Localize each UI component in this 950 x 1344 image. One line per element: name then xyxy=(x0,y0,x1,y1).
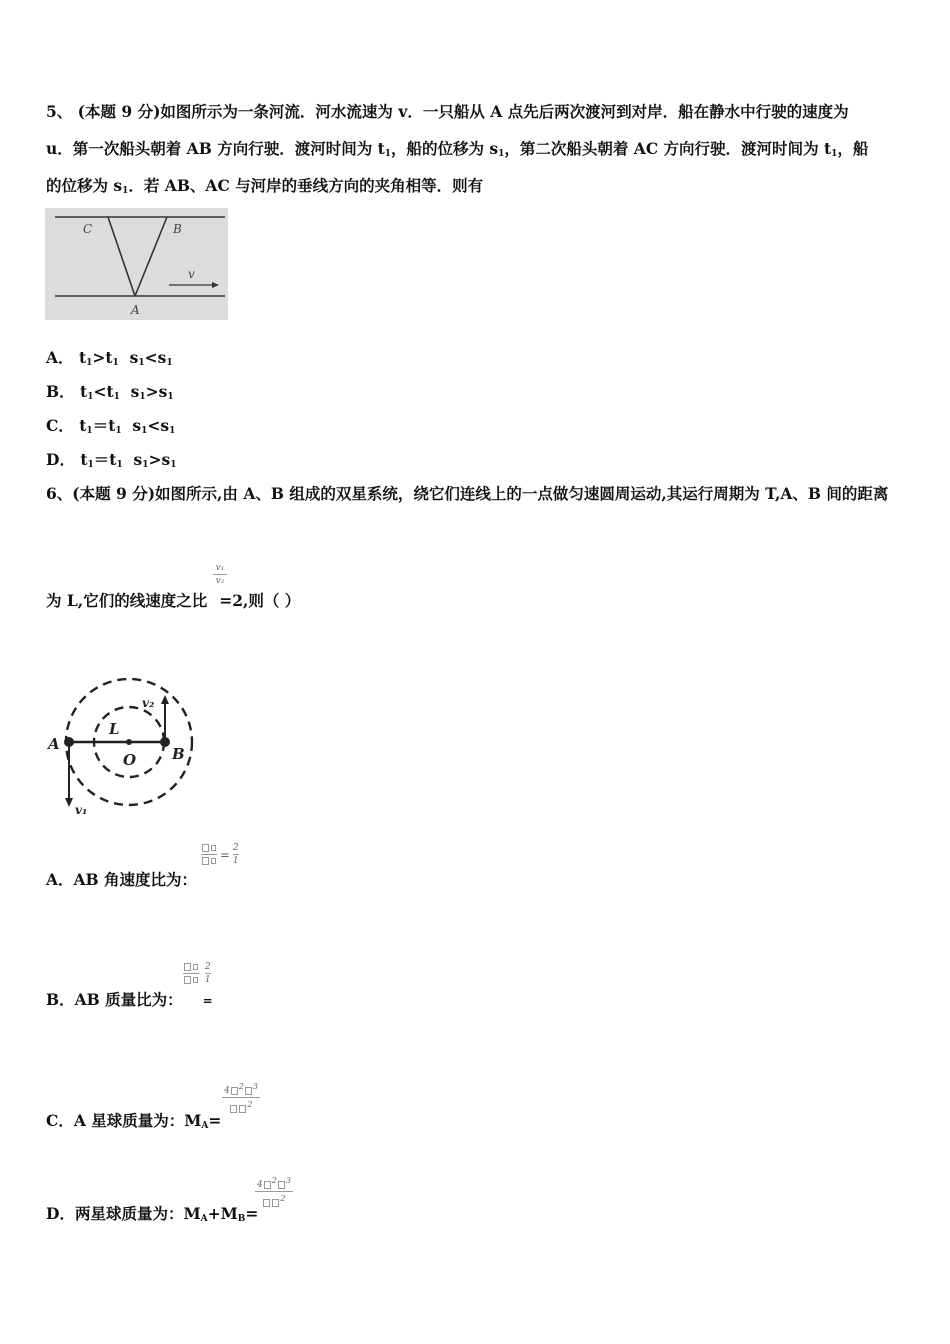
q6-line1: 6、(本题 9 分)如图所示,由 A、B 组成的双星系统，绕它们连线上的一点做匀速圆周运动,其运行周期为 T,A、B 间的距离 xyxy=(46,484,889,503)
q6-option-d: D．两星球质量为：$M_A+M_B=$ xyxy=(46,1204,259,1224)
q6-option-a: A．AB 角速度比为： xyxy=(46,870,198,889)
q6-option-b: B．AB 质量比为： = xyxy=(46,990,213,1009)
label-b: B xyxy=(173,222,182,236)
q5-line1: 5、 (本题 9 分)如图所示为一条河流．河水流速为 v．一只船从 A 点先后两次渡河到对岸．船在静水中行驶的速度为 xyxy=(46,102,849,121)
label-v: v xyxy=(188,267,195,281)
binary-star-figure xyxy=(45,672,205,817)
v1-label: v₁ xyxy=(75,803,88,817)
option-d-formula: $\frac{4 ^2 ^3}{^2}$ xyxy=(255,1175,293,1210)
option-c-formula: $\frac{4 ^2 ^3}{^2}$ xyxy=(222,1081,260,1116)
star-a-label: A xyxy=(48,735,60,753)
star-b-label: B xyxy=(172,745,185,763)
v2-label: v₂ xyxy=(142,696,155,710)
q5-line2: u．第一次船头朝着 AB 方向行驶．渡河时间为 $t_1$，船的位移为 $s_1$，第二次船头朝着 AC 方向行驶．渡河时间为 $t_1$，船 xyxy=(46,139,869,159)
q6-line2: 为 L,它们的线速度之比 =2,则（ ） xyxy=(46,591,301,610)
option-b-formula: $\frac{2}{1}$ xyxy=(183,962,211,986)
river-figure xyxy=(45,208,228,320)
q5-line3: 的位移为 $s_1$．若 AB、AC 与河岸的垂线方向的夹角相等．则有 xyxy=(46,176,484,196)
label-c: C xyxy=(83,222,93,236)
q5-option-a: A． $t_1>t_1$ $s_1<s_1$ xyxy=(46,348,173,368)
distance-l-label: L xyxy=(109,720,120,738)
label-a: A xyxy=(131,303,140,317)
q5-option-c: C． $t_1=t_1$ $s_1<s_1$ xyxy=(46,416,176,436)
center-o-label: O xyxy=(123,751,137,769)
option-a-formula: = $\frac{2}{1}$ xyxy=(201,843,239,867)
ratio-fraction: $\frac{\text{v₁}}{\text{v₂}}$ xyxy=(213,563,227,588)
q5-option-d: D． $t_1=t_1$ $s_1>s_1$ xyxy=(46,450,177,470)
q6-option-c: C．A 星球质量为：$M_A=$ xyxy=(46,1111,222,1131)
q5-option-b: B． $t_1<t_1$ $s_1>s_1$ xyxy=(46,382,174,402)
